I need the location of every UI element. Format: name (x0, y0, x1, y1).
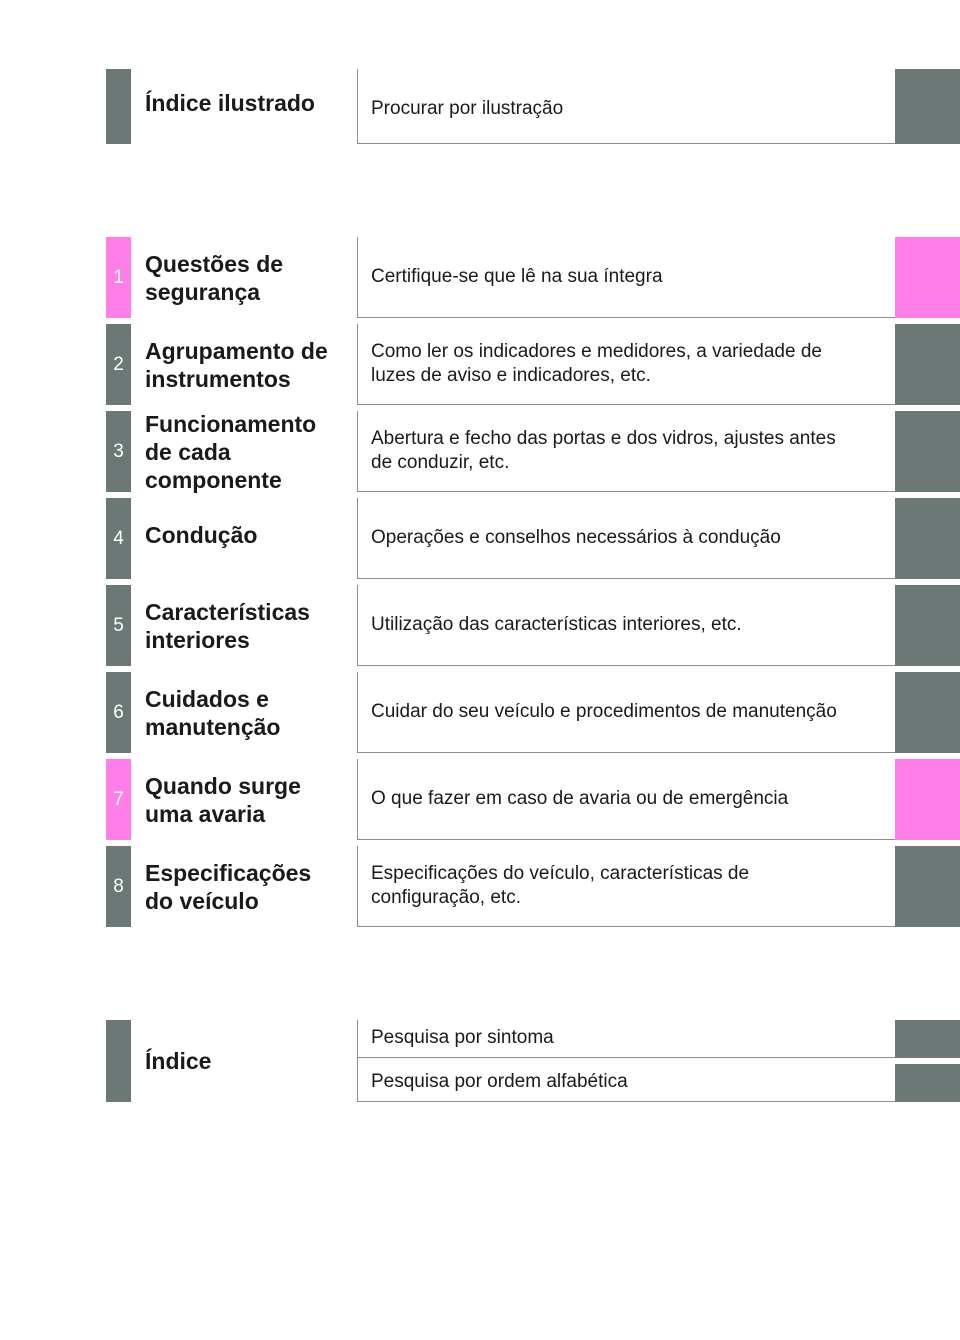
column-divider (357, 324, 358, 405)
chapter-description: O que fazer em caso de avaria ou de emergência (371, 788, 789, 809)
row-rule (357, 317, 895, 318)
chapter-tab-6[interactable] (895, 672, 960, 753)
index-item-label: Pesquisa por ordem alfabética (371, 1071, 628, 1092)
chapter-row-4[interactable] (106, 498, 960, 579)
chapter-description: Especificações do veículo, características de configuração, etc. (371, 863, 750, 908)
chapter-tab-3[interactable] (895, 411, 960, 492)
row-rule (357, 578, 895, 579)
chapter-number: 3 (106, 411, 131, 492)
index-item-label: Pesquisa por sintoma (371, 1027, 554, 1048)
chapter-row-3[interactable] (106, 411, 960, 492)
index-row (106, 1020, 960, 1102)
illustrated-index-tab[interactable] (895, 69, 960, 144)
chapter-title: Características interiores (145, 598, 310, 653)
chapter-description: Certifique-se que lê na sua íntegra (371, 266, 663, 287)
chapter-row-7[interactable] (106, 759, 960, 840)
column-divider (357, 237, 358, 318)
illustrated-index-description: Procurar por ilustração (371, 98, 564, 119)
chapter-row-2[interactable] (106, 324, 960, 405)
chapter-row-5[interactable] (106, 585, 960, 666)
row-rule (357, 143, 895, 144)
chapter-title: Questões de segurança (145, 250, 284, 305)
chapter-tab-7[interactable] (895, 759, 960, 840)
chapter-title: Agrupamento de instrumentos (145, 337, 328, 392)
chapter-row-6[interactable] (106, 672, 960, 753)
chapter-number: 8 (106, 846, 131, 927)
row-rule (357, 404, 895, 405)
index-tab-alphabetical[interactable] (895, 1064, 960, 1102)
column-divider (357, 411, 358, 492)
column-divider (357, 498, 358, 579)
row-rule (357, 665, 895, 666)
column-divider (357, 672, 358, 753)
chapter-number: 4 (106, 498, 131, 579)
row-rule (357, 752, 895, 753)
chapter-title: Funcionamento de cada componente (145, 410, 317, 493)
chapter-row-1[interactable] (106, 237, 960, 318)
chapter-title: Especificações do veículo (145, 859, 312, 914)
chapter-number: 2 (106, 324, 131, 405)
column-divider (357, 759, 358, 840)
chapter-number: 7 (106, 759, 131, 840)
chapter-tab-5[interactable] (895, 585, 960, 666)
chapter-number: 5 (106, 585, 131, 666)
column-divider (357, 585, 358, 666)
chapter-tab-8[interactable] (895, 846, 960, 927)
chapter-description: Cuidar do seu veículo e procedimentos de manutenção (371, 701, 837, 722)
chapter-number: 1 (106, 237, 131, 318)
row-rule (357, 1057, 895, 1058)
chapter-tab-1[interactable] (895, 237, 960, 318)
row-rule (357, 839, 895, 840)
chapter-title: Quando surge uma avaria (145, 772, 301, 827)
index-item-symptom[interactable] (357, 1020, 960, 1058)
row-rule (357, 491, 895, 492)
row-rule (357, 926, 895, 927)
index-tab-symptom[interactable] (895, 1020, 960, 1058)
chapter-description: Utilização das características interiores, etc. (371, 614, 742, 635)
illustrated-index-row[interactable] (106, 69, 960, 144)
index-title: Índice (145, 1048, 212, 1074)
chapter-description: Operações e conselhos necessários à condução (371, 527, 781, 548)
column-divider (357, 69, 358, 144)
row-rule (357, 1101, 895, 1102)
chapter-description: Abertura e fecho das portas e dos vidros, ajustes antes de conduzir, etc. (371, 428, 836, 473)
chapter-title: Cuidados e manutenção (145, 685, 281, 740)
column-divider (357, 846, 358, 927)
illustrated-index-marker (106, 69, 131, 144)
chapter-tab-2[interactable] (895, 324, 960, 405)
chapter-number: 6 (106, 672, 131, 753)
chapter-row-8[interactable] (106, 846, 960, 927)
index-item-alphabetical[interactable] (357, 1064, 960, 1102)
illustrated-index-title: Índice ilustrado (145, 90, 315, 116)
chapter-description: Como ler os indicadores e medidores, a variedade de luzes de aviso e indicadores, etc. (371, 341, 822, 386)
chapter-title: Condução (145, 522, 258, 548)
chapter-tab-4[interactable] (895, 498, 960, 579)
index-marker (106, 1020, 131, 1102)
